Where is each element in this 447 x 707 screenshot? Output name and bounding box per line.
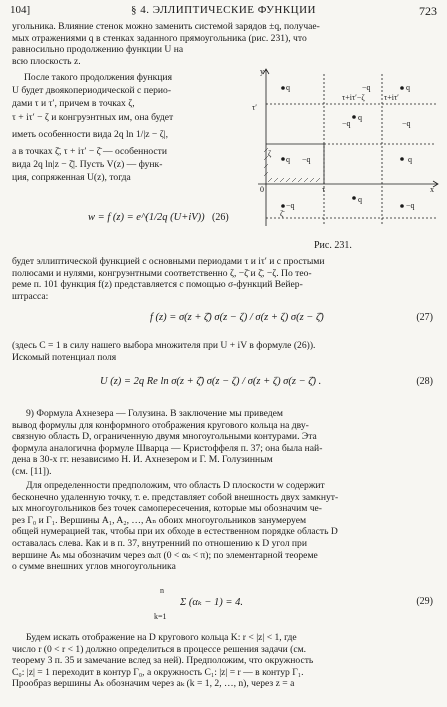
text-line: вида 2q ln|z − ζ̄|. Пусть V(z) — функ-	[12, 159, 163, 171]
svg-text:−q: −q	[402, 119, 411, 128]
paragraph-9-heading	[12, 408, 432, 478]
svg-text:−q: −q	[302, 155, 311, 164]
text-line: Прообраз вершины Aₖ обозначим через aₖ (k = 1, 2, …, n), через z = a	[12, 678, 295, 690]
text-line: связную область D, ограниченную двумя многоугольными контурами. Эта	[12, 431, 317, 443]
text-line: а в точках ζ̄, τ + iτ′ − ζ̄ — особенности	[12, 146, 168, 158]
equation-27-number: (27)	[416, 312, 433, 323]
text-line: мых отражениями q в стенках заданного прямоугольника (рис. 231), что	[12, 32, 307, 44]
svg-text:−q: −q	[286, 201, 295, 210]
text-line: (см. [11]).	[12, 465, 52, 477]
text-line: (здесь C = 1 в силу нашего выбора множителя при U + iV в формуле (26)).	[12, 340, 316, 351]
text-line: ых многоугольников без точек самопересечения, которые мы обозначим че-	[12, 503, 322, 515]
text-line: оставалась слева. Как и в п. 37, внутренний по отношению к D угол при	[12, 537, 307, 549]
text-line: общей нумерацией так, чтобы при их обходе в естественном порядке область D	[12, 526, 338, 538]
svg-text:y: y	[260, 68, 264, 76]
svg-text:ζ: ζ	[268, 149, 272, 158]
text-line: равносильно продолжению функции U на	[12, 44, 184, 56]
svg-text:q: q	[358, 195, 362, 204]
text-line: ция, сопряженная U(z), тогда	[12, 172, 131, 184]
text-line: U будет двоякопериодической с перио-	[12, 85, 172, 97]
text-line: будет эллиптической функцией с основными периодами τ и iτ′ и с простыми	[12, 256, 325, 267]
text-line: о сумме внешних углов многоугольника	[12, 561, 176, 573]
text-line: реме п. 101 функция f(z) представляется с помощью σ-функций Вейер-	[12, 279, 303, 291]
text-line: всю плоскость z.	[12, 55, 81, 67]
paragraph-after-27	[12, 340, 432, 363]
text-line: τ + iτ′ − ζ и конгруэнтных им, она будет	[12, 111, 174, 123]
text-line: C₀: |z| = 1 переходит в контур Γ₀, а окружность C₁: |z| = r — в контур Γ₁.	[12, 666, 304, 678]
text-line: теорему 3 п. 35 и замечание вслед за ней). Предположим, что окружность	[12, 655, 314, 667]
svg-text:τ+iτ′: τ+iτ′	[384, 93, 399, 102]
paragraph-after-26	[12, 256, 432, 302]
text-line: вершине Aₖ мы обозначим через αₖπ (0 < αₖ < π); по элементарной теореме	[12, 549, 318, 561]
equation-29-number: (29)	[416, 596, 433, 607]
text-line: угольника. Влияние стенок можно заменить системой зарядов ±q, получае-	[12, 21, 320, 32]
text-line: 9) Формула Ахнезера — Голузина. В заключение мы приведем	[26, 408, 284, 419]
text-line: Будем искать отображение на D кругового кольца K: r < |z| < 1, где	[26, 632, 297, 643]
svg-text:q: q	[286, 155, 290, 164]
running-header	[10, 4, 437, 18]
text-line: Искомый потенциал поля	[12, 351, 117, 363]
equation-28-number: (28)	[416, 376, 433, 387]
figure-231	[252, 68, 440, 230]
equation-26-number: (26)	[212, 212, 229, 223]
text-line: дена в 30-х гг. независимо Н. И. Ахнезером и Г. М. Голузинным	[12, 454, 273, 466]
svg-text:−q: −q	[362, 83, 371, 92]
text-line: число r (0 < r < 1) должно определиться в процессе решения задачи (см.	[12, 643, 307, 655]
text-line: дами τ и τ′, причем в точках ζ,	[12, 98, 135, 110]
figure-caption: Рис. 231.	[314, 240, 352, 251]
svg-text:τ+iτ′−ζ: τ+iτ′−ζ	[342, 93, 365, 102]
equation-26: w = f (z) = e^(1/2q (U+iV))	[88, 212, 205, 223]
header-page-number: 723	[419, 4, 437, 18]
svg-text:q: q	[408, 155, 412, 164]
header-section-title: § 4. ЭЛЛИПТИЧЕСКИЕ ФУНКЦИИ	[131, 4, 316, 16]
svg-text:q: q	[358, 113, 362, 122]
svg-text:q: q	[286, 83, 290, 92]
text-line: бесконечно удаленную точку, т. е. представляет собой внешность двух замкнут-	[12, 491, 339, 503]
intro-paragraph	[12, 21, 432, 67]
svg-text:ζ̄: ζ̄	[280, 209, 284, 218]
svg-text:τ′: τ′	[252, 103, 257, 112]
text-line: После такого продолжения функция	[24, 72, 172, 83]
svg-text:−q: −q	[406, 201, 415, 210]
sum-lower-limit: k=1	[154, 612, 167, 621]
text-line: иметь особенности вида 2q ln 1/|z − ζ|,	[12, 128, 169, 140]
sum-upper-limit: n	[160, 586, 164, 595]
svg-text:τ: τ	[322, 185, 326, 194]
left-column-paragraph	[12, 71, 244, 185]
text-line: рез Γ₀ и Γ₁. Вершины A₁, A₂, …, Aₙ обоих многоугольников занумеруем	[12, 514, 307, 526]
paragraph-last	[12, 632, 432, 690]
text-line: вывод формулы для конформного отображения кругового кольца на дву-	[12, 419, 309, 431]
paragraph-definition	[12, 480, 432, 573]
text-line: формула аналогична формуле Шварца — Кристоффеля п. 37; она была най-	[12, 442, 323, 454]
svg-text:0: 0	[260, 185, 264, 194]
equation-27: f (z) = σ(z + ζ̄) σ(z − ζ) / σ(z + ζ) σ(z − ζ̄)	[150, 312, 324, 323]
equation-28: U (z) = 2q Re ln σ(z + ζ̄) σ(z − ζ) / σ(z + ζ) σ(z − ζ̄) .	[100, 376, 322, 387]
text-line: штрасса:	[12, 290, 49, 302]
svg-text:−q: −q	[342, 119, 351, 128]
text-line: полюсами и нулями, конгруэнтными соответственно ζ, −ζ̄ и ζ̄, −ζ. По тео-	[12, 267, 312, 279]
equation-29: Σ (αₖ − 1) = 4.	[180, 597, 243, 608]
svg-text:x: x	[430, 185, 434, 194]
header-left-ref: 104]	[10, 4, 31, 16]
text-line: Для определенности предположим, что область D плоскости w содержит	[26, 480, 325, 491]
svg-text:q: q	[406, 83, 410, 92]
